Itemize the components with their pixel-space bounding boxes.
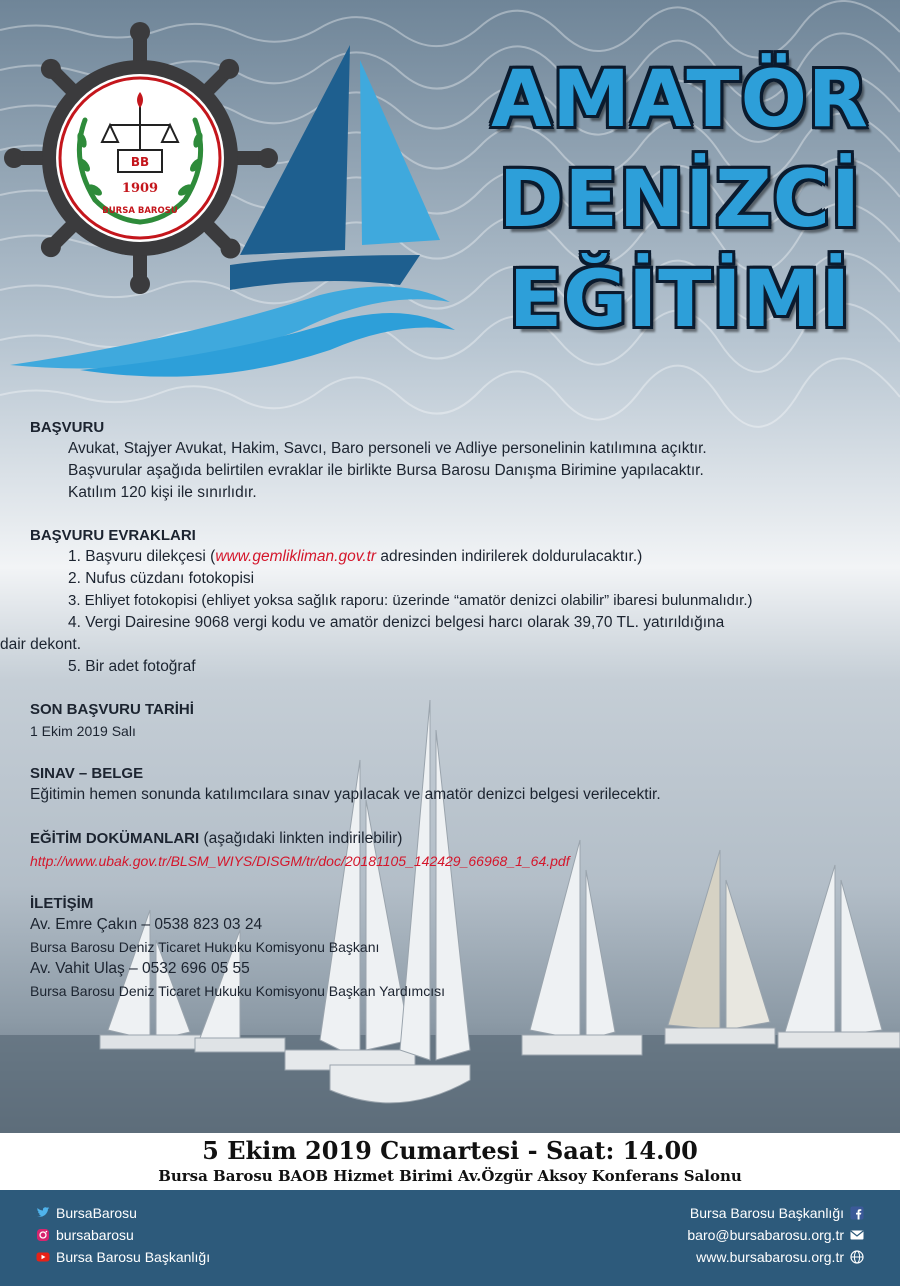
evrak-item-2: 2. Nufus cüzdanı fotokopisi (68, 570, 255, 587)
title-line-2: DENİZCİ (498, 155, 862, 245)
contact-2: Av. Vahit Ulaş – 0532 696 05 55 (30, 960, 250, 977)
contact-1: Av. Emre Çakın – 0538 823 03 24 (30, 916, 263, 933)
website-link[interactable] (687, 1246, 870, 1268)
content-body (0, 418, 890, 1002)
event-venue: Bursa Barosu BAOB Hizmet Birimi Av.Özgür Aksoy Konferans Salonu (158, 1167, 742, 1185)
instagram-handle: bursabarosu (56, 1227, 134, 1243)
event-band (0, 1133, 900, 1190)
facebook-link[interactable] (687, 1202, 870, 1224)
evrak-item-1 (30, 546, 890, 568)
title-line-3: EĞİTİMİ (508, 255, 852, 345)
youtube-icon (36, 1250, 50, 1264)
dokumanlar-link[interactable]: http://www.ubak.gov.tr/BLSM_WIYS/DISGM/tr/doc/20181105_142429_66968_1_64.pdf (30, 853, 570, 869)
sinav-heading: SINAV – BELGE (30, 765, 144, 782)
evrak-item-4: 4. Vergi Dairesine 9068 vergi kodu ve amatör denizci belgesi harcı olarak 39,70 TL. yatırıldığına (68, 614, 725, 631)
basvuru-line: Katılım 120 kişi ile sınırlıdır. (68, 484, 257, 501)
email-address: baro@bursabarosu.org.tr (687, 1227, 844, 1243)
sinav-text: Eğitimin hemen sonunda katılımcılara sınav yapılacak ve amatör denizci belgesi verilecektir. (30, 786, 661, 803)
footer (0, 1190, 900, 1286)
title-line-1: AMATÖR (491, 55, 869, 145)
youtube-channel: Bursa Barosu Başkanlığı (56, 1249, 211, 1265)
logo-letters: BB (130, 155, 150, 169)
page-title (470, 50, 890, 350)
dokumanlar-heading-row (30, 828, 890, 850)
logo-org-name: BURSA BAROSU (102, 206, 178, 216)
evrak-item-5: 5. Bir adet fotoğraf (68, 658, 196, 675)
evraklar-heading: BAŞVURU EVRAKLARI (30, 527, 196, 544)
twitter-icon (36, 1206, 50, 1220)
son-basvuru-date: 1 Ekim 2019 Salı (30, 723, 136, 739)
email-icon (850, 1228, 864, 1242)
facebook-page: Bursa Barosu Başkanlığı (689, 1205, 844, 1221)
footer-social (30, 1202, 210, 1268)
twitter-handle: BursaBarosu (56, 1205, 137, 1221)
evrak-item-1-suffix: adresinden indirilerek doldurulacaktır.) (376, 548, 643, 565)
basvuru-line: Avukat, Stajyer Avukat, Hakim, Savcı, Baro personeli ve Adliye personelinin katılımına açıktır. (68, 440, 707, 457)
basvuru-line: Başvurular aşağıda belirtilen evraklar ile birlikte Bursa Barosu Danışma Birimine yapılacaktır. (68, 462, 704, 479)
event-date: 5 Ekim 2019 Cumartesi - Saat: 14.00 (202, 1136, 698, 1165)
evrak-item-4-cont: dair dekont. (0, 636, 81, 653)
contact-2-role: Bursa Barosu Deniz Ticaret Hukuku Komisyonu Başkan Yardımcısı (30, 983, 445, 999)
contact-1-role: Bursa Barosu Deniz Ticaret Hukuku Komisyonu Başkanı (30, 939, 380, 955)
iletisim-heading: İLETİŞİM (30, 895, 94, 912)
gemlikliman-link[interactable]: www.gemlikliman.gov.tr (215, 548, 377, 565)
email-link[interactable] (687, 1224, 870, 1246)
instagram-link[interactable] (30, 1224, 210, 1246)
youtube-link[interactable] (30, 1246, 210, 1268)
globe-icon (850, 1250, 864, 1264)
footer-contact (687, 1202, 870, 1268)
evrak-item-3: 3. Ehliyet fotokopisi (ehliyet yoksa sağlık raporu: üzerinde “amatör denizci olabilir” ibaresi bulunmalıdır.) (68, 592, 753, 609)
dokumanlar-heading: EĞİTİM DOKÜMANLARI (30, 830, 200, 847)
basvuru-heading: BAŞVURU (30, 419, 105, 436)
sailboat-logo-icon (0, 40, 470, 390)
website-url: www.bursabarosu.org.tr (696, 1249, 844, 1265)
evrak-item-1-text: 1. Başvuru dilekçesi ( (68, 548, 216, 565)
son-basvuru-heading: SON BAŞVURU TARİHİ (30, 701, 194, 718)
facebook-icon (850, 1206, 864, 1220)
instagram-icon (36, 1228, 50, 1242)
dokumanlar-note: (aşağıdaki linkten indirilebilir) (199, 830, 403, 847)
logo-year: 1909 (121, 181, 159, 196)
twitter-link[interactable] (30, 1202, 210, 1224)
